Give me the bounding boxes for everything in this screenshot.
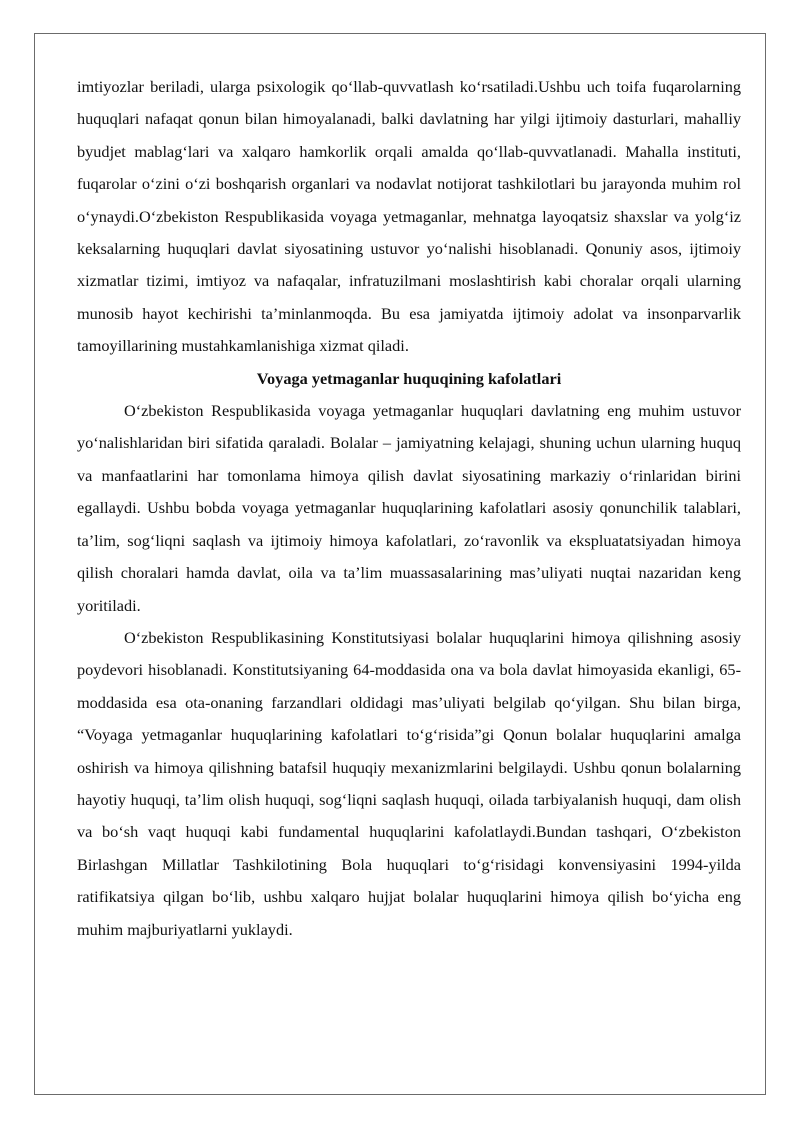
paragraph-intro: imtiyozlar beriladi, ularga psixologik qo‘llab-quvvatlash ko‘rsatiladi.Ushbu uch toifa fuqarolarning huquqlari nafaqat qonun bilan himoyalanadi, balki davlatning har yilgi ijtimoiy dasturlari, mahalliy byudjet mablag‘lari va xalqaro hamkorlik orqali amalda qo‘llab-quvvatlanadi. Mahalla instituti, fuqarolar o‘zini o‘zi boshqarish organlari va nodavlat notijorat tashkilotlari bu jarayonda muhim rol o‘ynaydi.O‘zbekiston Respublikasida voyaga yetmaganlar, mehnatga layoqatsiz shaxslar va yolg‘iz keksalarning huquqlari davlat siyosatining ustuvor yo‘nalishi hisoblanadi. Qonuniy asos, ijtimoiy xizmatlar tizimi, imtiyoz va nafaqalar, infratuzilmani moslashtirish kabi choralar orqali ularning munosib hayot kechirishi ta’minlanmoqda. Bu esa jamiyatda ijtimoiy adolat va insonparvarlik tamoyillarining mustahkamlanishiga xizmat qiladi. xyxy=(77,77,741,356)
section-heading: Voyaga yetmaganlar huquqining kafolatlari xyxy=(256,368,562,388)
paragraph-constitution: O‘zbekiston Respublikasining Konstitutsiyasi bolalar huquqlarini himoya qilishning asosiy poydevori hisoblanadi. Konstitutsiyaning 64-moddasida ona va bola davlat himoyasida ekanligi, 65-moddasida esa ota-onaning farzandlari oldidagi mas’uliyati belgilab qo‘yilgan. Shu bilan birga, “Voyaga yetmaganlar huquqlarining kafolatlari to‘g‘risida”gi Qonun bolalar huquqlarini amalga oshirish va himoya qilishning batafsil huquqiy mexanizmlarini belgilaydi. Ushbu qonun bolalarning hayotiy huquqi, ta’lim olish huquqi, sog‘liqni saqlash huquqi, oilada tarbiyalanish huquqi, dam olish va bo‘sh vaqt huquqi kabi fundamental huquqlarini kafolatlaydi.Bundan tashqari, O‘zbekiston Birlashgan Millatlar Tashkilotining Bola huquqlari to‘g‘risidagi konvensiyasini 1994-yilda ratifikatsiya qilgan bo‘lib, ushbu xalqaro hujjat bolalar huquqlarini himoya qilish bo‘yicha eng muhim majburiyatlarni yuklaydi. xyxy=(77,627,741,939)
document-body xyxy=(77,71,741,946)
paragraph-priority: O‘zbekiston Respublikasida voyaga yetmaganlar huquqlari davlatning eng muhim ustuvor yo‘nalishlaridan biri sifatida qaraladi. Bolalar – jamiyatning kelajagi, shuning uchun ularning huquq va manfaatlarini har tomonlama himoya qilish davlat siyosatining markaziy o‘rinlaridan birini egallaydi. Ushbu bobda voyaga yetmaganlar huquqlarining kafolatlari asosiy qonunchilik talablari, ta’lim, sog‘liqni saqlash va ijtimoiy himoya kafolatlari, zo‘ravonlik va ekspluatatsiyadan himoya qilish choralari hamda davlat, oila va ta’lim muassasalarining mas’uliyati nuqtai nazaridan keng yoritiladi. xyxy=(77,401,741,615)
